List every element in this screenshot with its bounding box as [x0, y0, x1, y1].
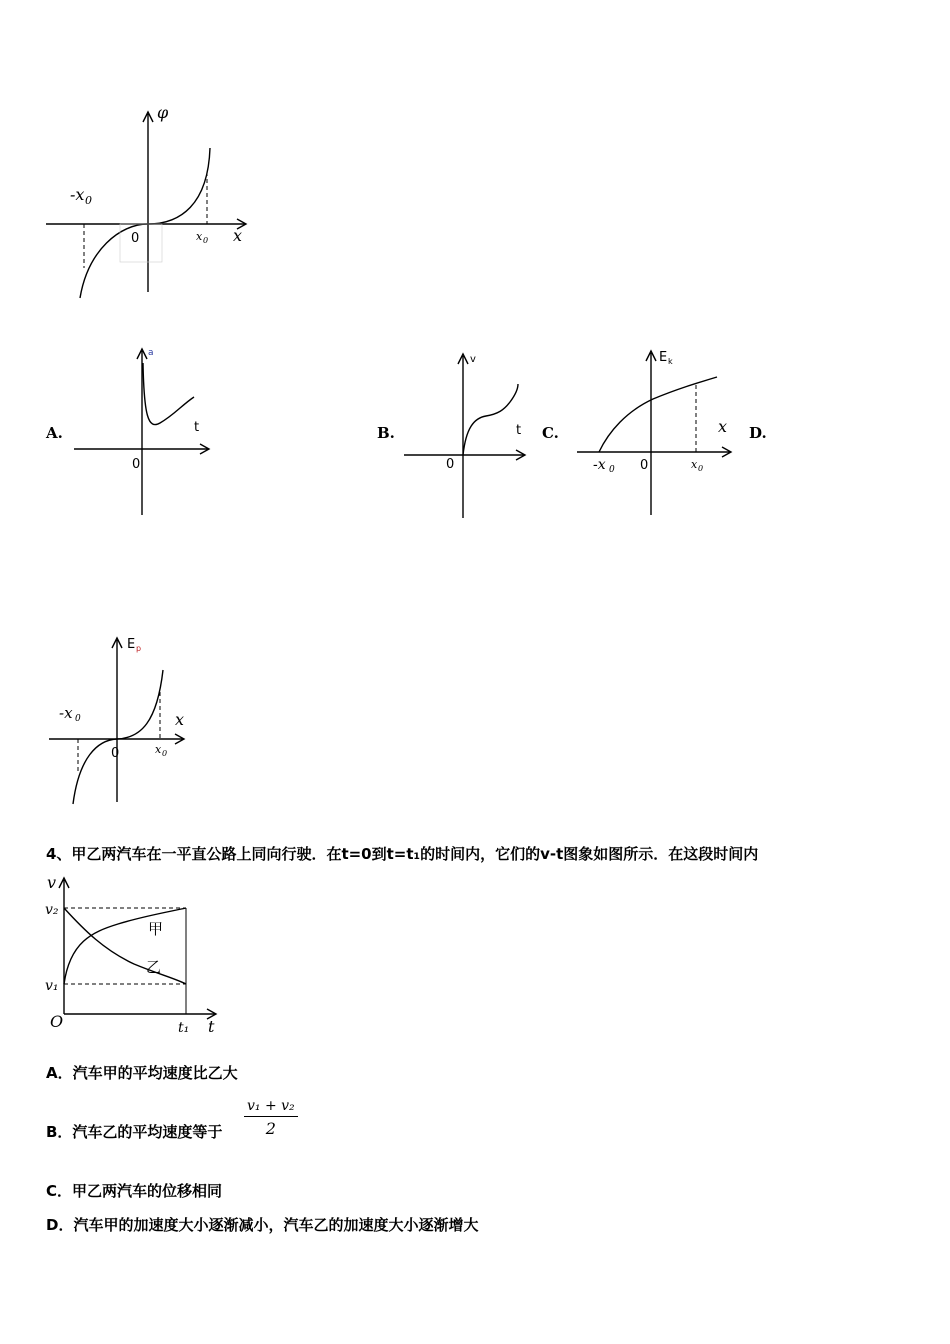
- question-4-stem: 4、甲乙两汽车在一平直公路上同向行驶．在t=0到t=t₁的时间内，它们的v-t图象如图所示．在这段时间内: [46, 845, 759, 863]
- t-axis-label: t: [208, 1017, 215, 1036]
- option-b-fraction: [244, 1098, 298, 1138]
- phi-x-graph: [40, 100, 260, 310]
- x-label: x: [233, 226, 243, 245]
- origin-label: 0: [131, 231, 140, 246]
- fraction-denominator: 2: [265, 1119, 276, 1138]
- option-b-label[interactable]: B.: [377, 424, 395, 442]
- pos-x0-sub: 0: [698, 464, 704, 473]
- neg-x0-sub: 0: [609, 465, 615, 475]
- neg-x0-sub: 0: [75, 714, 81, 724]
- option-a-label[interactable]: A.: [46, 424, 63, 442]
- x-axis-label: x: [175, 710, 185, 729]
- graph-c: [575, 345, 740, 520]
- yi-curve: [64, 908, 186, 984]
- ep-axis-sub: p: [136, 644, 142, 653]
- origin-label: O: [50, 1012, 64, 1031]
- neg-x0-label: -x: [593, 457, 606, 473]
- option-d-label[interactable]: D.: [749, 424, 767, 442]
- pos-x0-label: x: [196, 230, 203, 243]
- v2-label: v₂: [45, 902, 59, 918]
- phi-label: φ: [157, 103, 169, 122]
- pos-x0-label: x: [691, 458, 698, 471]
- x-axis-label: x: [718, 417, 728, 436]
- neg-x0-label: -x: [70, 185, 85, 204]
- ek-axis-sub: k: [668, 357, 673, 366]
- q4-option-a[interactable]: A．汽车甲的平均速度比乙大: [46, 1064, 238, 1082]
- t1-label: t₁: [178, 1020, 190, 1036]
- t-axis-label: t: [516, 423, 522, 438]
- pos-x0-sub: 0: [162, 749, 168, 758]
- v-axis-label: v: [470, 354, 476, 365]
- yi-label: 乙: [146, 958, 162, 976]
- jia-curve: [64, 908, 186, 984]
- origin-label: 0: [132, 457, 141, 472]
- v1-label: v₁: [45, 978, 59, 994]
- fraction-numerator: v₁ + v₂: [244, 1098, 298, 1117]
- a-axis-label: a: [148, 348, 154, 358]
- pos-x0-sub: 0: [203, 236, 209, 245]
- q4-option-d[interactable]: D．汽车甲的加速度大小逐渐减小，汽车乙的加速度大小逐渐增大: [46, 1216, 479, 1234]
- graph-d: [45, 632, 195, 810]
- graph-b: [400, 348, 530, 523]
- neg-x0-sub: 0: [85, 194, 92, 207]
- origin-label: 0: [446, 457, 455, 472]
- q4-option-b[interactable]: B．汽车乙的平均速度等于: [46, 1123, 223, 1141]
- t-axis-label: t: [194, 420, 200, 435]
- ek-axis-label: E: [659, 350, 668, 365]
- v-axis-label: v: [47, 873, 57, 892]
- origin-label: 0: [640, 458, 649, 473]
- origin-label: 0: [111, 746, 120, 761]
- pos-x0-label: x: [155, 743, 162, 756]
- option-c-label[interactable]: C.: [542, 424, 559, 442]
- ep-axis-label: E: [127, 637, 136, 652]
- neg-x0-label: -x: [59, 704, 73, 722]
- vt-graph: [40, 872, 230, 1037]
- graph-a: [70, 345, 220, 520]
- q4-option-c[interactable]: C．甲乙两汽车的位移相同: [46, 1182, 223, 1200]
- jia-label: 甲: [148, 920, 164, 938]
